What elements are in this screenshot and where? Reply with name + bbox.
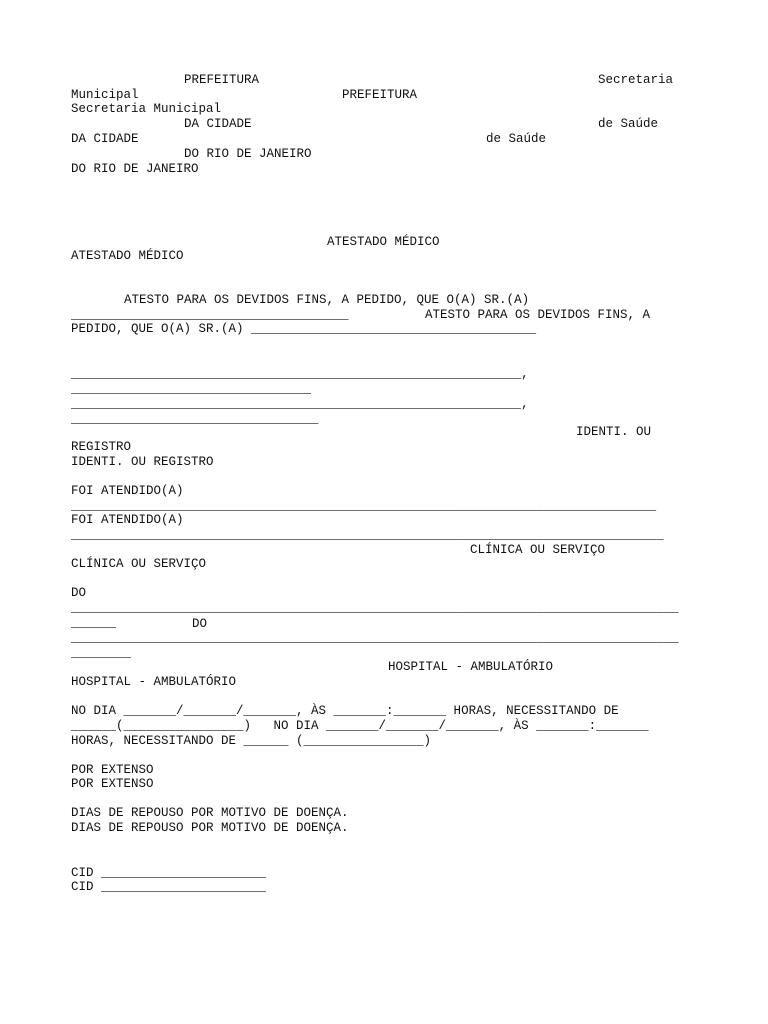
rio-de-janeiro-line: DO RIO DE JANEIRO	[71, 162, 199, 176]
patient-name-blank: _____________________________________	[71, 308, 349, 322]
necessitando-line: HORAS, NECESSITANDO DE ______ (________________)	[71, 734, 432, 748]
document-title: ATESTADO MÉDICO	[327, 235, 440, 249]
foi-atendido-label-repeat: FOI ATENDIDO(A)	[71, 513, 184, 527]
secretaria-header-line: Secretaria	[598, 73, 674, 87]
clinica-servico-label-repeat: CLÍNICA OU SERVIÇO	[71, 557, 207, 571]
rio-de-janeiro-header-line: DO RIO DE JANEIRO	[184, 147, 312, 161]
patient-blank-line-2: ________________________________	[71, 382, 312, 396]
prefeitura-header-line: PREFEITURA	[184, 73, 260, 87]
municipal-header-line: Municipal	[71, 88, 139, 102]
do-label-repeat: DO	[192, 617, 208, 631]
secretaria-municipal-line: Secretaria Municipal	[71, 102, 222, 116]
atendido-blank-line-repeat: _______________________________________________________________________________	[71, 528, 664, 542]
dias-repouso-line: DIAS DE REPOUSO POR MOTIVO DE DOENÇA.	[71, 806, 349, 820]
cid-field-repeat: CID ______________________	[71, 880, 267, 894]
hospital-ambulatorio-label: HOSPITAL - AMBULATÓRIO	[388, 660, 554, 674]
patient-blank-line-3: ____________________________________________________________,	[71, 397, 529, 411]
document-title-repeat: ATESTADO MÉDICO	[71, 249, 184, 263]
identi-registro-label: IDENTI. OU REGISTRO	[71, 455, 214, 469]
identi-label: IDENTI. OU	[576, 425, 652, 439]
clinica-blank-line-repeat: _________________________________________________________________________________	[71, 631, 679, 645]
clinica-blank-short-repeat: ________	[71, 646, 132, 660]
dias-repouso-line-repeat: DIAS DE REPOUSO POR MOTIVO DE DOENÇA.	[71, 821, 349, 835]
foi-atendido-label: FOI ATENDIDO(A)	[71, 484, 184, 498]
prefeitura-header-line-repeat: PREFEITURA	[342, 88, 418, 102]
date-time-line-repeat: ______(________________) NO DIA _______/_______/_______, ÀS _______:_______	[71, 719, 649, 733]
de-saude-line: de Saúde	[486, 132, 547, 146]
da-cidade-header-line: DA CIDADE	[184, 117, 252, 131]
clinica-blank-line: _________________________________________________________________________________	[71, 601, 679, 615]
atendido-blank-line: ______________________________________________________________________________	[71, 499, 657, 513]
por-extenso-label-repeat: POR EXTENSO	[71, 777, 154, 791]
atesto-statement-repeat: ATESTO PARA OS DEVIDOS FINS, A	[425, 308, 651, 322]
patient-blank-line-1: ____________________________________________________________,	[71, 367, 529, 381]
pedido-line: PEDIDO, QUE O(A) SR.(A) ______________________________________	[71, 322, 537, 336]
por-extenso-label: POR EXTENSO	[71, 763, 154, 777]
atesto-statement: ATESTO PARA OS DEVIDOS FINS, A PEDIDO, QUE O(A) SR.(A)	[124, 293, 530, 307]
da-cidade-line: DA CIDADE	[71, 132, 139, 146]
cid-field: CID ______________________	[71, 866, 267, 880]
clinica-blank-short: ______	[71, 616, 117, 630]
date-time-line: NO DIA _______/_______/_______, ÀS _______:_______ HORAS, NECESSITANDO DE	[71, 704, 619, 718]
do-label: DO	[71, 586, 87, 600]
hospital-ambulatorio-label-repeat: HOSPITAL - AMBULATÓRIO	[71, 675, 237, 689]
clinica-servico-label: CLÍNICA OU SERVIÇO	[470, 543, 606, 557]
patient-blank-line-4: _________________________________	[71, 412, 319, 426]
registro-label: REGISTRO	[71, 440, 132, 454]
de-saude-header-line: de Saúde	[598, 117, 659, 131]
